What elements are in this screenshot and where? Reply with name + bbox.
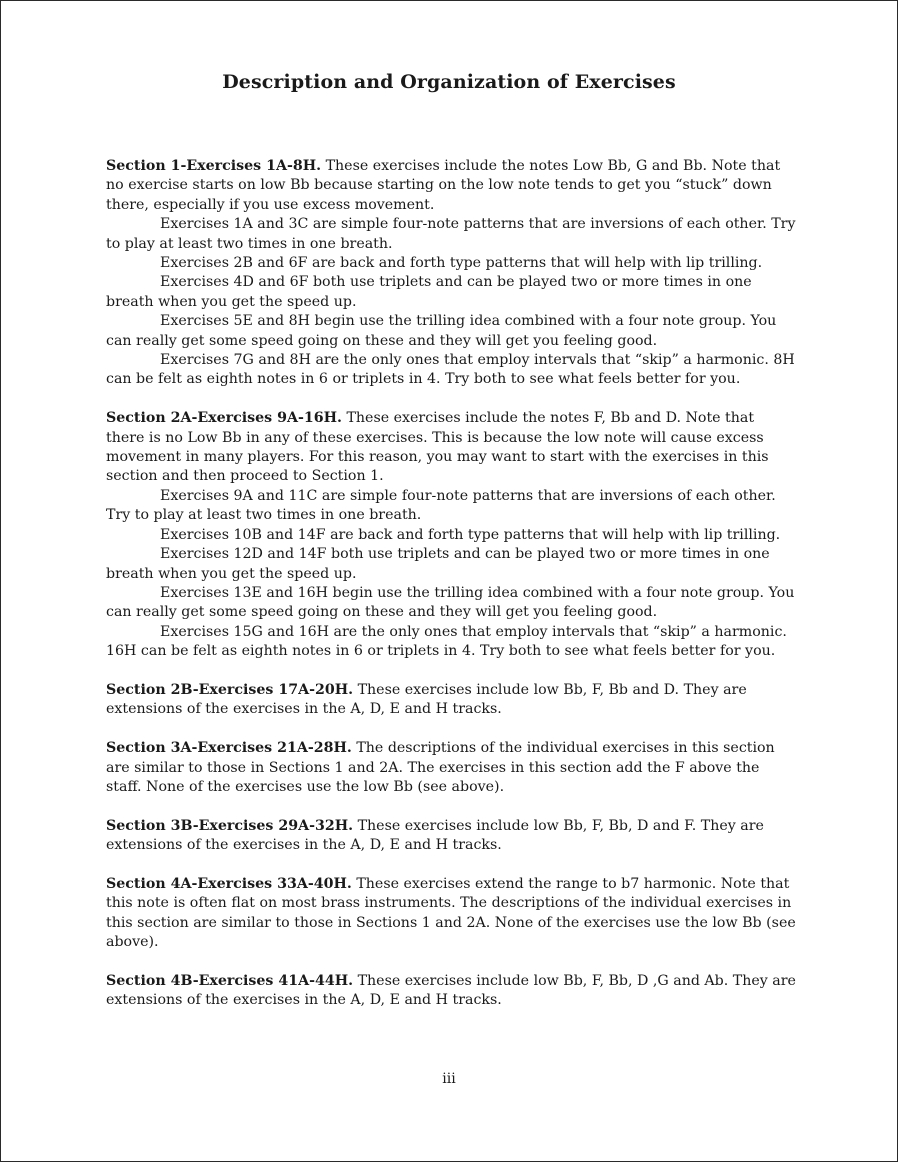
section-2a-paragraph: Exercises 10B and 14F are back and forth type patterns that will help with lip trilling.	[160, 526, 781, 543]
section-3b-intro-text: These exercises include low Bb, F, Bb, D and F. They are extensions of the exercises in the A, D, E and H tracks.	[106, 817, 764, 854]
section-1-intro-text: These exercises include the notes Low Bb, G and Bb. Note that no exercise starts on low Bb because starting on the low note tends to get you “stuck” down there, especially if you use excess movement.	[106, 158, 781, 213]
section-4b	[106, 972, 796, 1011]
section-2a-intro-text: These exercises include the notes F, Bb and D. Note that there is no Low Bb in any of these exercises. This is because the low note will cause excess movement in many players. For this reason, you may want to start with the exercises in this section and then proceed to Section 1.	[106, 410, 769, 485]
section-3b	[106, 817, 796, 856]
section-2a-intro	[106, 409, 796, 487]
section-2a-heading: Section 2A-Exercises 9A-16H.	[106, 410, 342, 427]
page-title: Description and Organization of Exercises	[222, 71, 676, 93]
section-2a	[106, 409, 796, 661]
section-2a-paragraph: Exercises 12D and 14F both use triplets and can be played two or more times in one breath when you get the speed up.	[106, 546, 770, 582]
section-1-intro	[106, 157, 796, 215]
section-4b-intro-text: These exercises include low Bb, F, Bb, D ,G and Ab. They are extensions of the exercises in the A, D, E and H tracks.	[106, 972, 796, 1009]
section-1-heading: Section 1-Exercises 1A-8H.	[106, 158, 322, 174]
page-number: iii	[442, 1071, 456, 1087]
section-4a-heading: Section 4A-Exercises 33A-40H.	[106, 875, 352, 892]
section-2b-heading: Section 2B-Exercises 17A-20H.	[106, 681, 354, 698]
section-4a-intro-text: These exercises extend the range to b7 harmonic. Note that this note is often flat on most brass instruments. The descriptions of the individual exercises in this section are similar to those in Sections 1 and 2A. None of the exercises use the low Bb (see above).	[106, 875, 796, 951]
section-3a-heading: Section 3A-Exercises 21A-28H.	[106, 740, 352, 757]
section-4b-heading: Section 4B-Exercises 41A-44H.	[106, 972, 354, 989]
section-1-paragraph: Exercises 4D and 6F both use triplets and can be played two or more times in one breath when you get the speed up.	[106, 274, 752, 310]
section-2a-paragraph: Exercises 9A and 11C are simple four-note patterns that are inversions of each other. Try to play at least two times in one breath.	[106, 487, 776, 524]
section-2a-paragraph: Exercises 13E and 16H begin use the trilling idea combined with a four note group. You can really get some speed going on these and they will get you feeling good.	[106, 584, 795, 621]
section-2b-intro	[106, 681, 796, 720]
section-1-paragraph: Exercises 7G and 8H are the only ones that employ intervals that “skip” a harmonic. 8H can be felt as eighth notes in 6 or triplets in 4. Try both to see what feels better for you.	[106, 352, 795, 388]
section-3b-intro	[106, 817, 796, 856]
section-3a	[106, 739, 796, 797]
document-body	[106, 157, 796, 1030]
section-1-paragraph: Exercises 5E and 8H begin use the trilling idea combined with a four note group. You can really get some speed going on these and they will get you feeling good.	[106, 313, 777, 349]
section-1-paragraph: Exercises 2B and 6F are back and forth type patterns that will help with lip trilling.	[160, 255, 763, 272]
section-2b	[106, 681, 796, 720]
section-3a-intro-text: The descriptions of the individual exercises in this section are similar to those in Sections 1 and 2A. The exercises in this section add the F above the staff. None of the exercises use the low Bb (see above).	[106, 740, 775, 795]
section-2b-intro-text: These exercises include low Bb, F, Bb and D. They are extensions of the exercises in the A, D, E and H tracks.	[106, 681, 747, 718]
section-3b-heading: Section 3B-Exercises 29A-32H.	[106, 817, 354, 834]
section-2a-paragraph: Exercises 15G and 16H are the only ones that employ intervals that “skip” a harmonic. 16H can be felt as eighth notes in 6 or triplets in 4. Try both to see what feels better for you.	[106, 623, 787, 660]
section-4a-intro	[106, 875, 796, 953]
section-4b-intro	[106, 972, 796, 1011]
section-3a-intro	[106, 739, 796, 797]
section-4a	[106, 875, 796, 953]
section-1	[106, 157, 796, 390]
section-1-paragraph: Exercises 1A and 3C are simple four-note patterns that are inversions of each other. Try to play at least two times in one breath.	[106, 216, 796, 252]
